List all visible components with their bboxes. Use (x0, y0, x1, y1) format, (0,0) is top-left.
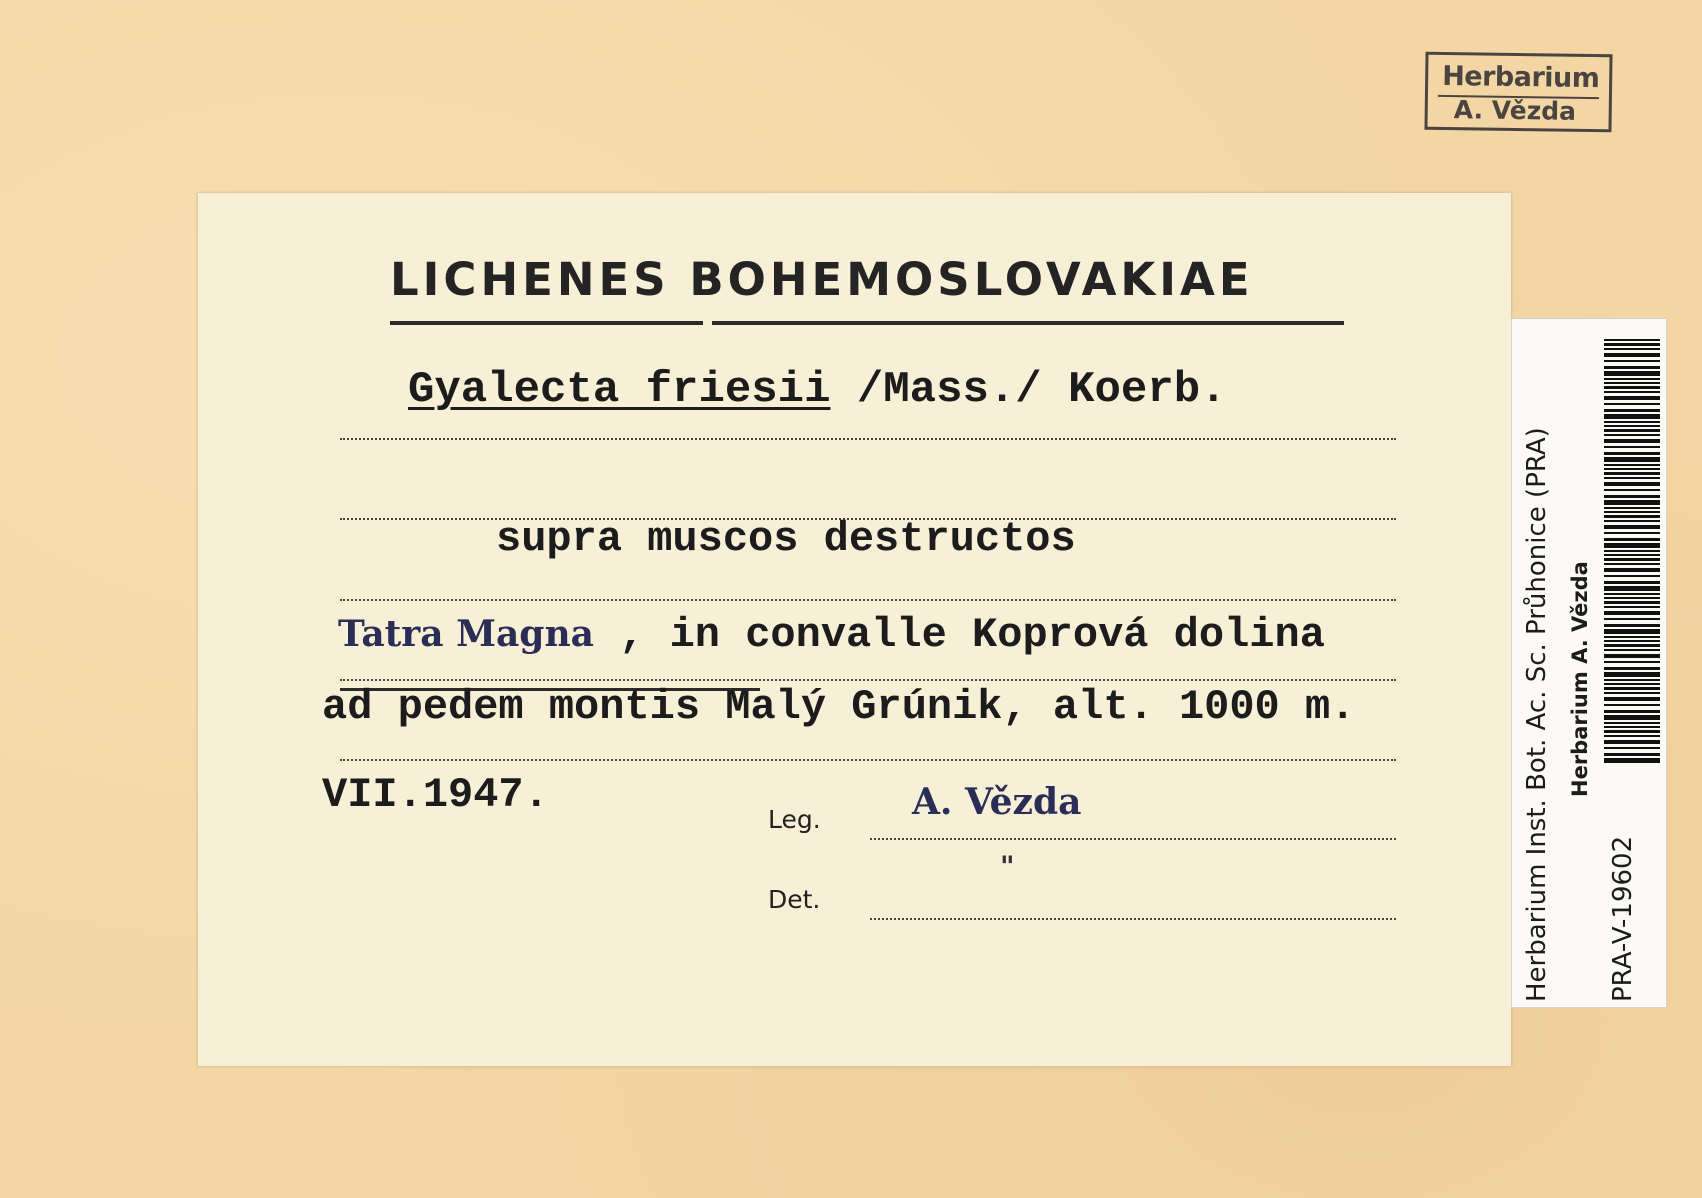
title-underline-left (390, 321, 703, 325)
barcode-bar (1604, 697, 1660, 701)
barcode-bar (1604, 452, 1660, 455)
barcode-bar (1604, 366, 1660, 369)
barcode-bar (1604, 409, 1660, 412)
barcode-bar (1604, 735, 1660, 737)
barcode-bar (1604, 464, 1660, 466)
institution-text: Herbarium Inst. Bot. Ac. Sc. Průhonice (PRA) (1522, 427, 1552, 1002)
collection-text: Herbarium A. Vězda (1568, 561, 1592, 797)
barcode-bar (1604, 672, 1660, 677)
barcode-bar (1604, 457, 1660, 462)
barcode-bar (1604, 667, 1660, 670)
species-dotted-line (340, 438, 1396, 440)
barcode-bar (1604, 489, 1660, 491)
locality-dotted-line-1 (340, 679, 1396, 681)
barcode-bar (1604, 403, 1660, 405)
stamp-line-1: Herbarium (1441, 60, 1600, 95)
barcode-bar (1604, 618, 1660, 620)
barcode-bar (1604, 636, 1660, 638)
barcode-bar (1604, 378, 1660, 380)
barcode-bar (1604, 715, 1660, 720)
leg-dotted-line (870, 838, 1396, 840)
species-authority: /Mass./ Koerb. (830, 365, 1227, 415)
determiner-ditto-mark: " (1000, 850, 1015, 883)
barcode-icon (1604, 339, 1660, 764)
barcode-bar (1604, 468, 1660, 470)
title-underline-right (712, 321, 1344, 325)
barcode-bar (1604, 730, 1660, 733)
collection-date: VII.1947. (322, 771, 549, 819)
barcode-bar (1604, 568, 1660, 572)
locality-valley: , in convalle Koprová dolina (593, 611, 1325, 659)
barcode-bar (1604, 500, 1660, 505)
barcode-bar (1604, 575, 1660, 577)
barcode-bar (1604, 563, 1660, 565)
barcode-bar (1604, 624, 1660, 627)
barcode-bar (1604, 550, 1660, 552)
substrate-dotted-line (340, 599, 1396, 601)
barcode-bar (1604, 348, 1660, 350)
barcode-bar (1604, 439, 1660, 443)
barcode-bar (1604, 649, 1660, 651)
locality-dotted-line-2 (340, 759, 1396, 761)
barcode-bar (1604, 654, 1660, 658)
barcode-bar (1604, 382, 1660, 384)
barcode-bar (1604, 629, 1660, 634)
barcode-bar (1604, 740, 1660, 744)
barcode-bar (1604, 597, 1660, 599)
barcode-bar (1604, 482, 1660, 486)
barcode-bar (1604, 704, 1660, 706)
species-name (408, 365, 1227, 415)
herbarium-stamp (1424, 52, 1612, 133)
barcode-bar (1604, 477, 1660, 479)
barcode-bar (1604, 515, 1660, 518)
barcode-bar (1604, 611, 1660, 615)
barcode-bar (1604, 661, 1660, 663)
barcode-bar (1604, 446, 1660, 448)
collector-name: A. Vězda (912, 781, 1082, 823)
barcode-bar (1604, 753, 1660, 756)
barcode-bar (1604, 472, 1660, 475)
barcode-bar (1604, 687, 1660, 690)
barcode-bar (1604, 679, 1660, 681)
barcode-bar (1604, 606, 1660, 608)
locality-line-2: ad pedem montis Malý Grúnik, alt. 1000 m. (322, 683, 1356, 731)
barcode-bar (1604, 371, 1660, 376)
barcode-bar (1604, 360, 1660, 362)
det-dotted-line (870, 918, 1396, 920)
barcode-bar (1604, 543, 1660, 548)
barcode-bar (1604, 747, 1660, 749)
catalog-number: PRA-V-19602 (1608, 835, 1638, 1002)
barcode-bar (1604, 726, 1660, 728)
barcode-bar (1604, 511, 1660, 513)
locality-region: Tatra Magna (338, 613, 594, 655)
barcode-bar (1604, 425, 1660, 427)
stamp-line-2: A. Vězda (1453, 95, 1577, 126)
barcode-bar (1604, 722, 1660, 724)
locality-line-1 (338, 611, 1325, 659)
barcode-bar (1604, 581, 1660, 584)
barcode-bar (1604, 532, 1660, 534)
barcode-bar (1604, 692, 1660, 694)
barcode-bar (1604, 758, 1660, 763)
barcode-bar (1604, 601, 1660, 604)
barcode-bar (1604, 343, 1660, 346)
specimen-label (198, 193, 1511, 1066)
species-binomial: Gyalecta friesii (408, 365, 831, 415)
barcode-bar (1604, 353, 1660, 357)
barcode-bar (1604, 391, 1660, 393)
barcode-bar (1604, 520, 1660, 522)
barcode-bar (1604, 593, 1660, 595)
barcode-bar (1604, 495, 1660, 498)
substrate-text: supra muscos destructos (496, 515, 1076, 563)
barcode-bar (1604, 525, 1660, 529)
barcode-bar (1604, 538, 1660, 541)
barcode-bar (1604, 339, 1660, 341)
barcode-bar (1604, 507, 1660, 509)
barcode-bar (1604, 558, 1660, 561)
barcode-label (1511, 318, 1667, 1008)
barcode-bar (1604, 586, 1660, 591)
barcode-bar (1604, 396, 1660, 400)
label-title: LICHENES BOHEMOSLOVAKIAE (390, 253, 1254, 306)
leg-label: Leg. (768, 805, 821, 834)
barcode-bar (1604, 386, 1660, 389)
barcode-bar (1604, 429, 1660, 432)
barcode-bar (1604, 710, 1660, 713)
det-label: Det. (768, 885, 821, 914)
barcode-bar (1604, 414, 1660, 419)
barcode-bar (1604, 554, 1660, 556)
barcode-bar (1604, 434, 1660, 436)
barcode-bar (1604, 683, 1660, 685)
barcode-bar (1604, 421, 1660, 423)
barcode-bar (1604, 640, 1660, 642)
barcode-bar (1604, 644, 1660, 647)
